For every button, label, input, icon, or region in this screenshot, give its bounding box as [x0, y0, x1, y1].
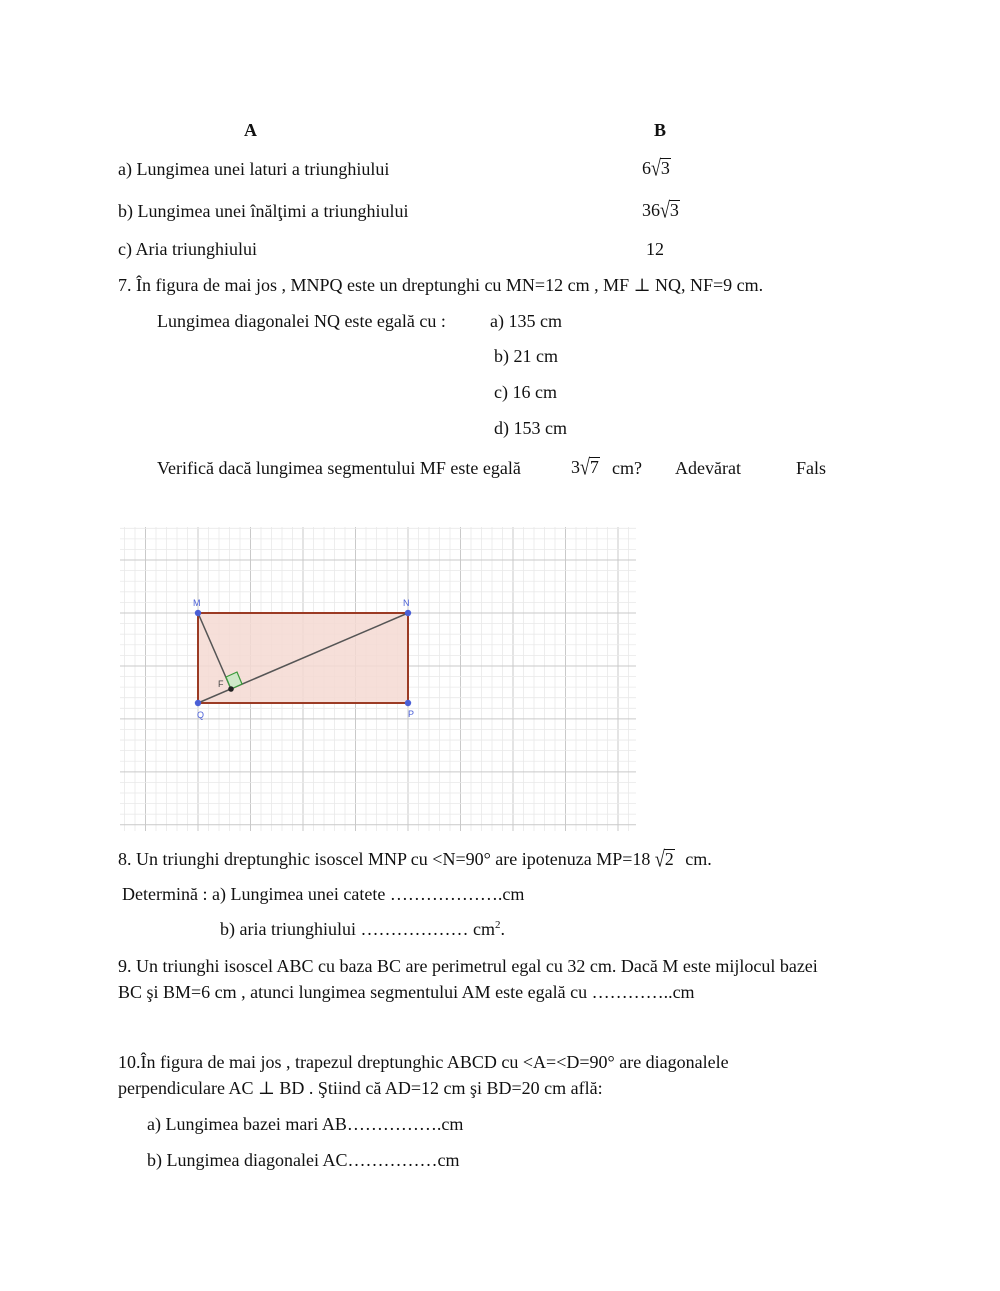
matching-row-b-text: b) Lungimea unei înălţimi a triunghiului: [118, 201, 409, 221]
q10-line-1: 10.În figura de mai jos , trapezul dreptunghic ABCD cu <A=<D=90° are diagonalele: [118, 1052, 729, 1072]
q9-line-2: BC şi BM=6 cm , atunci lungimea segmentului AM este egală cu …………..cm: [118, 982, 695, 1002]
q10-part-b: b) Lungimea diagonalei AC……………cm: [147, 1150, 460, 1170]
matching-row-c-text: c) Aria triunghiului: [118, 239, 257, 259]
false-option[interactable]: Fals: [796, 458, 827, 478]
point-n[interactable]: [405, 610, 411, 616]
label-m: M: [193, 598, 201, 608]
value-coefficient: 6: [642, 158, 651, 178]
value-coefficient: 36: [642, 200, 660, 220]
column-b-header: B: [654, 120, 667, 140]
rectangle-figure: [120, 527, 636, 831]
q10-part-a: a) Lungimea bazei mari AB…………….cm: [147, 1114, 464, 1134]
q7-statement: 7. În figura de mai jos , MNPQ este un dreptunghi cu MN=12 cm , MF ⊥ NQ, NF=9 cm.: [118, 275, 764, 295]
q8-statement: 8. Un triunghi dreptunghic isoscel MNP cu <N=90° are ipotenuza MP=18 √2 cm.: [118, 846, 712, 872]
sqrt-symbol: √7: [580, 454, 599, 480]
point-p[interactable]: [405, 700, 411, 706]
q8-part-b: b) aria triunghiului ……………… $cm^2$.: [220, 919, 505, 939]
matching-row-b-value[interactable]: [642, 197, 680, 223]
q7-verify-text: Verifică dacă lungimea segmentului MF este egală: [157, 458, 521, 478]
q7-verify-unit: cm?: [612, 458, 642, 478]
label-p: P: [408, 709, 415, 719]
column-a-header: A: [244, 120, 257, 140]
q9-line-1: 9. Un triunghi isoscel ABC cu baza BC are perimetrul egal cu 32 cm. Dacă M este mijlocul bazei: [118, 956, 818, 976]
label-q: Q: [197, 710, 205, 720]
matching-row-c-value[interactable]: 12: [646, 239, 664, 259]
q7-verify-value: 3√7: [571, 454, 599, 480]
matching-row-a-value[interactable]: [642, 155, 671, 181]
q7-prompt: Lungimea diagonalei NQ este egală cu :: [157, 311, 446, 331]
point-q[interactable]: [195, 700, 201, 706]
sqrt-symbol: √3: [660, 197, 679, 223]
true-option[interactable]: Adevărat: [675, 458, 741, 478]
q7-option-a[interactable]: a) 135 cm: [490, 311, 562, 331]
point-f[interactable]: [228, 686, 234, 692]
label-f: F: [218, 679, 224, 689]
q7-option-d[interactable]: d) 153 cm: [494, 418, 567, 438]
q10-line-2: perpendiculare AC ⊥ BD . Ştiind că AD=12 cm şi BD=20 cm află:: [118, 1078, 603, 1098]
sqrt-symbol: √3: [651, 155, 670, 181]
q7-option-c[interactable]: c) 16 cm: [494, 382, 557, 402]
sqrt-symbol: √2: [654, 846, 674, 872]
point-m[interactable]: [195, 610, 201, 616]
q7-option-b[interactable]: b) 21 cm: [494, 346, 558, 366]
label-n: N: [403, 598, 410, 608]
matching-row-a-text: a) Lungimea unei laturi a triunghiului: [118, 159, 390, 179]
q8-part-a: Determină : a) Lungimea unei catete ……………….cm: [122, 884, 525, 904]
